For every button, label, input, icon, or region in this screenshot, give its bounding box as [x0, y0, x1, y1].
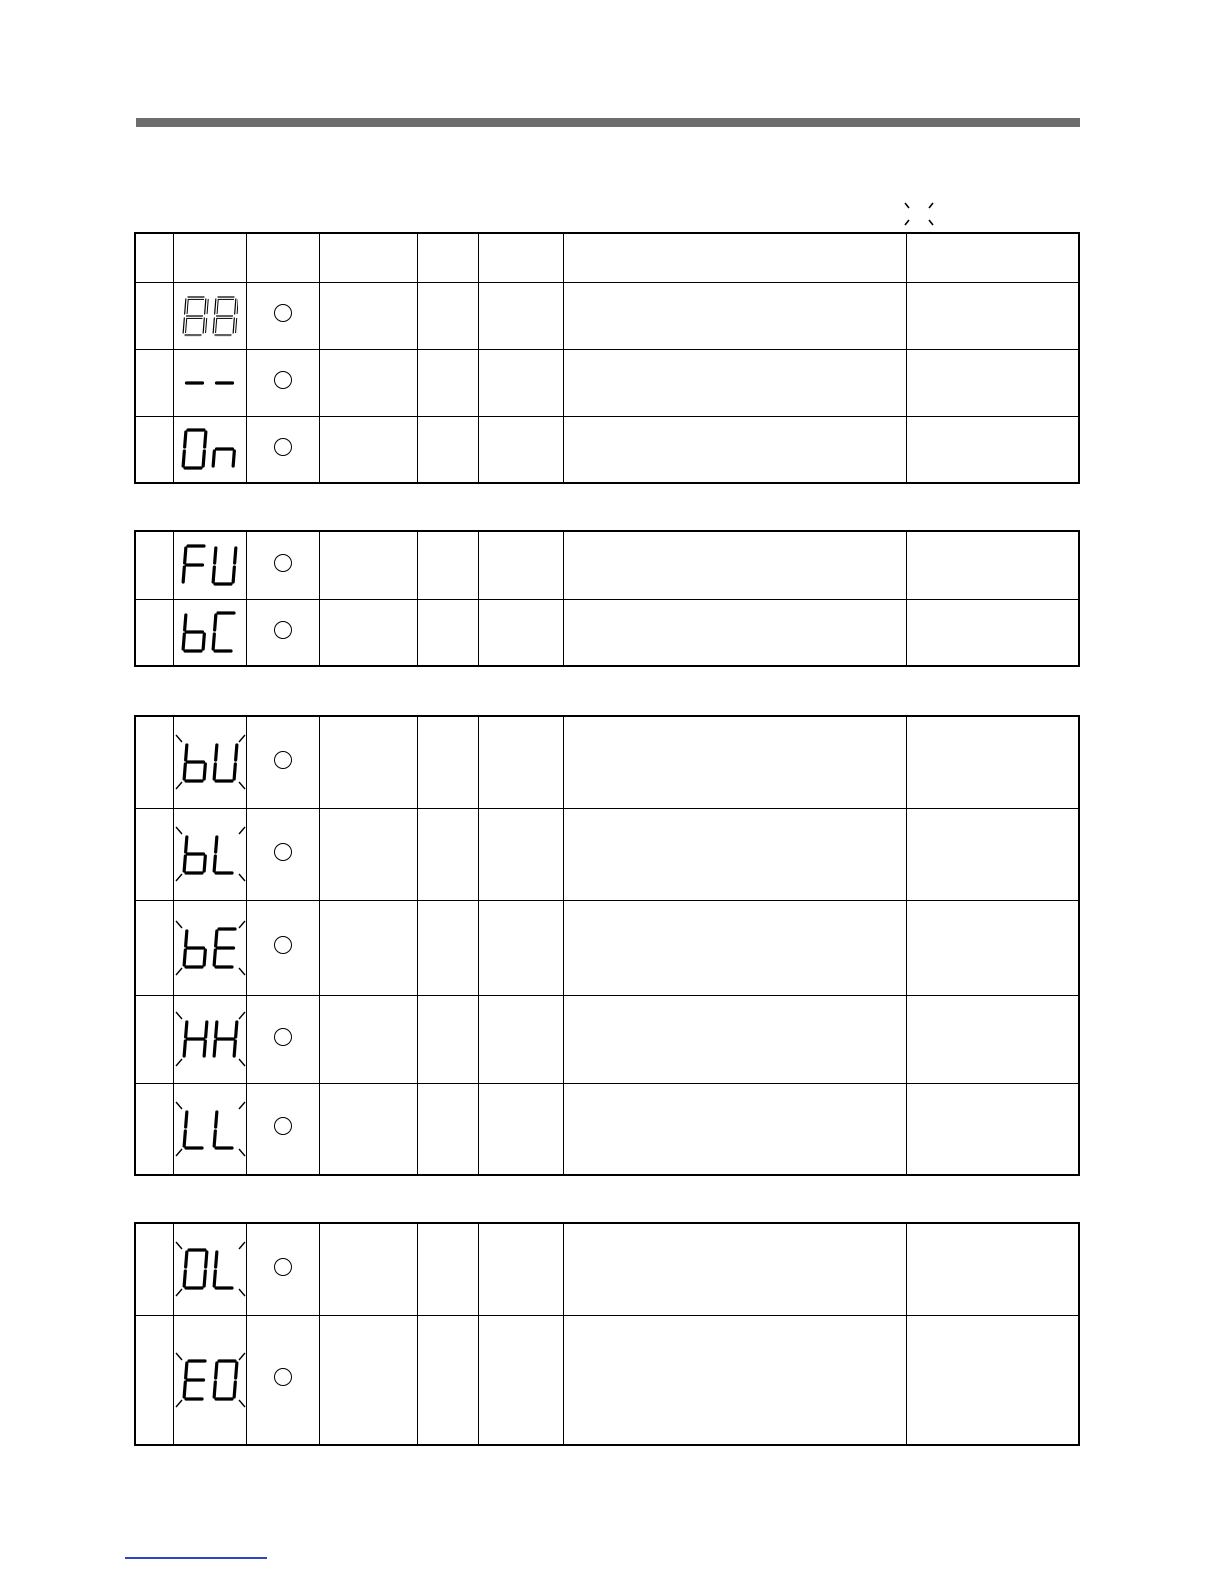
lamp-indicator-icon — [274, 371, 292, 389]
display-segment — [203, 318, 204, 333]
segment-display — [181, 428, 238, 470]
flash-ray — [239, 1102, 245, 1109]
display-segment — [185, 931, 186, 946]
segment-display-flashing — [174, 1351, 247, 1409]
flash-ray — [176, 1102, 182, 1109]
display-segment — [213, 318, 214, 333]
table-row — [135, 599, 1079, 666]
display-segment — [213, 567, 214, 582]
flash-ray — [176, 921, 182, 928]
table-row — [135, 349, 1079, 416]
display-segment — [184, 1131, 185, 1146]
lamp-indicator-icon — [274, 1258, 292, 1276]
display-segment — [203, 634, 204, 649]
flash-ray — [176, 735, 182, 742]
flash-ray — [176, 1400, 182, 1407]
display-segment — [236, 318, 237, 333]
flash-ray — [239, 735, 245, 742]
display-segment — [237, 299, 238, 314]
display-segment — [213, 634, 214, 649]
flash-ray — [239, 827, 245, 834]
display-segment — [217, 299, 218, 314]
flash-ray — [176, 1012, 182, 1019]
display-segment — [184, 1271, 185, 1286]
flash-ray — [239, 782, 245, 789]
display-segment — [215, 615, 216, 630]
lamp-indicator-icon — [274, 936, 292, 954]
status-table-fuel — [134, 530, 1080, 667]
display-segment — [215, 931, 216, 946]
display-segment — [214, 1041, 215, 1056]
segment-display-flashing — [174, 1010, 247, 1068]
display-segment — [205, 299, 206, 314]
table-row — [135, 1083, 1079, 1175]
display-segment — [183, 634, 184, 649]
table-row — [135, 416, 1079, 483]
display-segment — [215, 299, 216, 314]
table-row — [135, 900, 1079, 995]
display-segment — [215, 1363, 216, 1378]
table-row — [135, 282, 1079, 349]
display-segment — [204, 1041, 205, 1056]
top-rule — [136, 118, 1080, 127]
display-segment — [214, 950, 215, 965]
status-table-warnings — [134, 715, 1080, 1176]
flash-ray — [239, 1289, 245, 1296]
lamp-indicator-icon — [274, 554, 292, 572]
lamp-indicator-icon — [274, 621, 292, 639]
display-segment — [214, 764, 215, 779]
display-segment — [184, 1382, 185, 1397]
display-segment — [184, 1041, 185, 1056]
display-segment — [215, 1112, 216, 1127]
lamp-indicator-icon — [274, 438, 292, 456]
display-segment — [185, 299, 186, 314]
display-segment — [214, 1382, 215, 1397]
display-segment — [185, 1363, 186, 1378]
flash-ray — [239, 1059, 245, 1066]
display-segment — [233, 318, 234, 333]
flash-ray — [176, 1059, 182, 1066]
flash-ray — [239, 921, 245, 928]
display-segment — [185, 1112, 186, 1127]
display-segment — [185, 432, 186, 447]
display-segment — [185, 1022, 186, 1037]
lamp-indicator-icon — [274, 1028, 292, 1046]
display-segment — [215, 837, 216, 852]
segment-display — [181, 544, 238, 586]
display-segment — [183, 451, 184, 466]
status-table-normal — [134, 232, 1080, 484]
bottom-link-underline — [125, 1557, 267, 1559]
display-segment — [204, 764, 205, 779]
display-segment — [216, 318, 217, 333]
table-row — [135, 995, 1079, 1083]
display-segment — [235, 299, 236, 314]
display-segment — [186, 318, 187, 333]
display-segment — [235, 548, 236, 563]
display-segment — [213, 451, 214, 466]
flash-ray — [176, 827, 182, 834]
display-segment — [214, 856, 215, 871]
display-segment — [215, 745, 216, 760]
flash-ray — [176, 1242, 182, 1249]
display-segment — [235, 1022, 236, 1037]
display-segment — [215, 1252, 216, 1267]
display-segment — [187, 299, 188, 314]
table-header-row — [135, 233, 1079, 282]
display-segment — [204, 856, 205, 871]
segment-display-flashing — [174, 1240, 247, 1298]
lamp-indicator-icon — [274, 304, 292, 322]
table-row — [135, 531, 1079, 599]
flash-ray — [239, 1353, 245, 1360]
display-segment — [215, 548, 216, 563]
display-segment — [214, 1131, 215, 1146]
status-table-errors — [134, 1222, 1080, 1446]
table-row — [135, 808, 1079, 900]
lamp-indicator-icon — [274, 1117, 292, 1135]
flash-ray — [176, 874, 182, 881]
flash-ray — [176, 968, 182, 975]
flash-ray — [239, 874, 245, 881]
display-segment — [184, 764, 185, 779]
segment-display — [181, 362, 238, 404]
display-segment — [207, 299, 208, 314]
flash-ray — [239, 1242, 245, 1249]
table-row — [135, 1223, 1079, 1315]
flash-ray — [239, 1400, 245, 1407]
display-segment — [185, 1252, 186, 1267]
display-segment — [183, 567, 184, 582]
display-segment — [185, 745, 186, 760]
blinking-indicator-icon — [900, 198, 940, 228]
display-segment — [185, 548, 186, 563]
segment-display — [181, 611, 238, 653]
display-segment — [185, 615, 186, 630]
lamp-indicator-icon — [274, 843, 292, 861]
display-segment — [203, 451, 204, 466]
display-segment — [233, 451, 234, 466]
display-segment — [234, 1382, 235, 1397]
flash-ray — [176, 1149, 182, 1156]
display-segment — [183, 318, 184, 333]
segment-display-flashing — [174, 919, 247, 977]
display-segment — [206, 318, 207, 333]
display-segment — [205, 1252, 206, 1267]
display-segment — [214, 1271, 215, 1286]
flash-ray — [176, 1353, 182, 1360]
display-segment — [215, 1022, 216, 1037]
segment-display-flashing — [174, 733, 247, 791]
flash-ray — [176, 782, 182, 789]
display-segment — [234, 764, 235, 779]
display-segment — [233, 567, 234, 582]
table-row — [135, 716, 1079, 808]
segment-display-flashing — [174, 825, 247, 883]
segment-display — [181, 295, 238, 337]
display-segment — [235, 1363, 236, 1378]
lamp-indicator-icon — [274, 1368, 292, 1386]
flash-ray — [239, 1149, 245, 1156]
segment-display-flashing — [174, 1100, 247, 1158]
display-segment — [185, 837, 186, 852]
display-segment — [205, 432, 206, 447]
display-segment — [184, 950, 185, 965]
display-segment — [235, 745, 236, 760]
display-segment — [204, 950, 205, 965]
display-segment — [205, 1022, 206, 1037]
table-row — [135, 1315, 1079, 1445]
flash-ray — [239, 1012, 245, 1019]
lamp-indicator-icon — [274, 751, 292, 769]
display-segment — [204, 1271, 205, 1286]
display-segment — [184, 856, 185, 871]
flash-ray — [176, 1289, 182, 1296]
flash-ray — [239, 968, 245, 975]
display-segment — [234, 1041, 235, 1056]
